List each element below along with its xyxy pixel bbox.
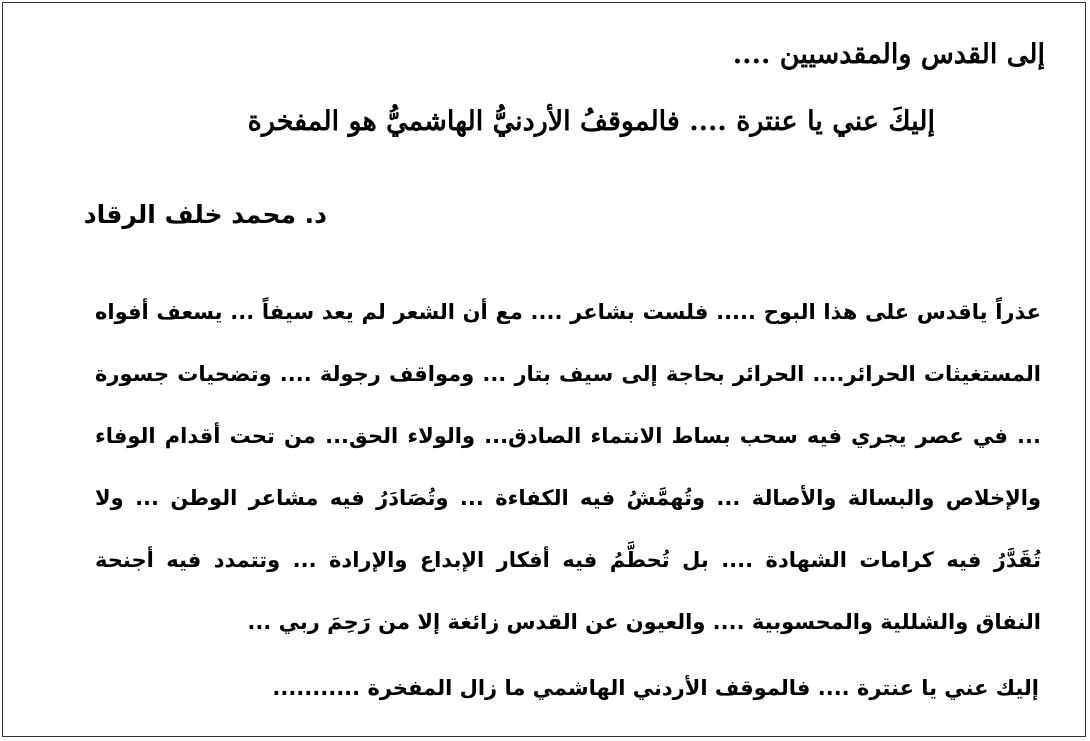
closing-line: إليك عني يا عنترة .... فالموقف الأردني الهاشمي ما زال المفخرة ........... [272, 676, 1039, 700]
section-heading: إلى القدس والمقدسيين .... [732, 39, 1045, 70]
article-title: إليكَ عني يا عنترة .... فالموقفُ الأردنيُّ الهاشميُّ هو المفخرة [247, 106, 935, 137]
author-name: د. محمد خلف الرقاد [83, 200, 327, 229]
document-page [2, 2, 1086, 737]
body-paragraph: عذراً ياقدس على هذا البوح ..... فلست بشاعر .... مع أن الشعر لم يعد سيفاً ... يسعف أفواه المستغيثات الحرائر.... الحرائر بحاجة إلى سيف بتار ... ومواقف رجولة .... وتضحيات جسورة ... في عصر يجري فيه سحب بساط الانتماء الصادق... والولاء الحق... من تحت أقدام الوفاء والإخلاص والبسالة والأصالة ... وتُهمَّشُ فيه الكفاءة ... وتُصَادَرُ فيه مشاعر الوطن ... ولا تُقَدَّرُ فيه كرامات الشهادة .... بل تُحطَّمُ فيه أفكار الإبداع والإرادة ... وتتمدد فيه أجنحة النفاق والشللية والمحسوبية .... والعيون عن القدس زائغة إلا من رَحِمَ ربي ... [95, 300, 1041, 634]
